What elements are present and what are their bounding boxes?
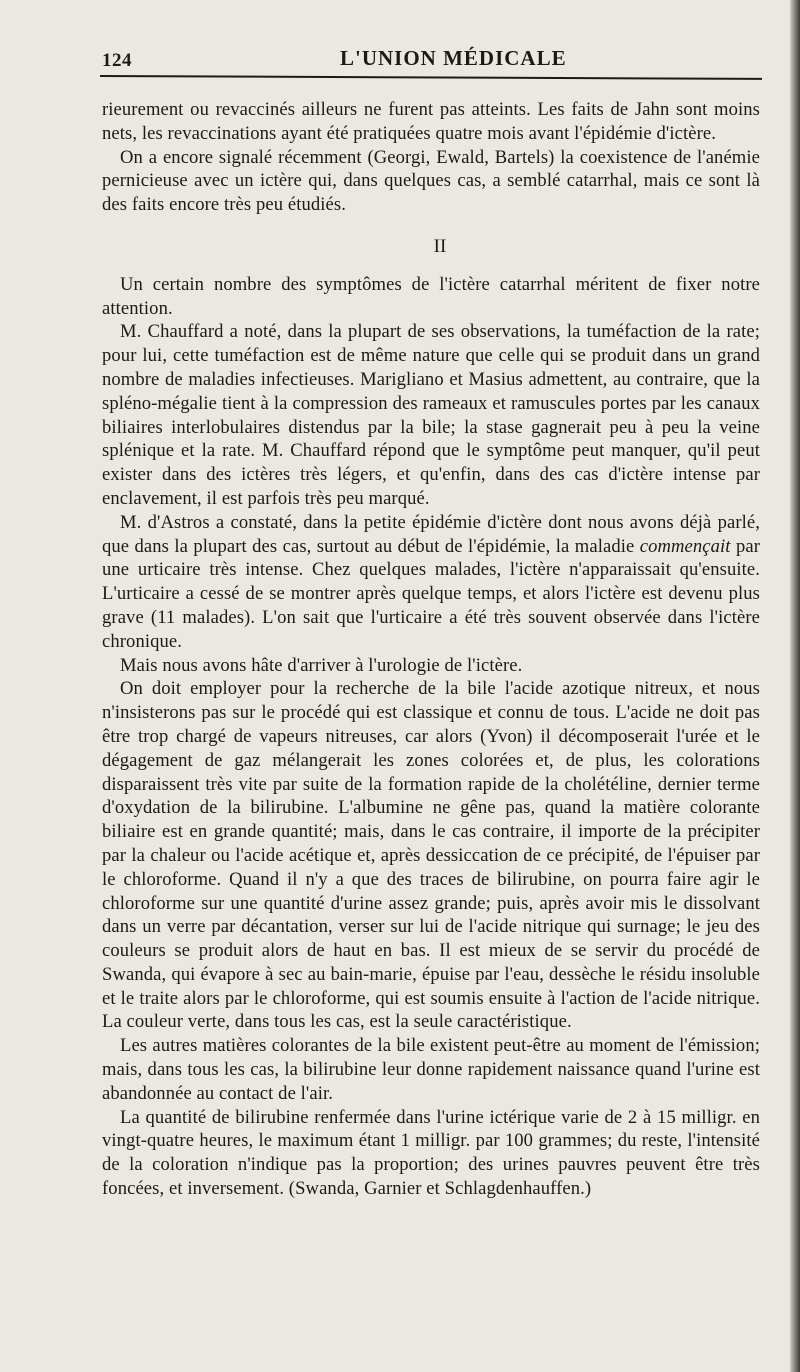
text-run: par une urticaire très intense. Chez quelques malades, l'ictère n'apparaissait qu'ensuite. L'urticaire a cessé de se montrer après quelque temps, et alors l'ictère est devenu plus grave (11 malades). L'on sait que l'urticaire a été très souvent observée dans l'ictère chronique.	[102, 535, 760, 652]
paragraph	[102, 511, 760, 654]
italic-word: commençait	[639, 535, 731, 557]
paragraph: On doit employer pour la recherche de la bile l'acide azotique nitreux, et nous n'insisterons pas sur le procédé qui est classique et connu de tous. L'acide ne doit pas être trop chargé de vapeurs nitreuses, car alors (Yvon) il décomposerait l'urée et le dégagement de gaz mélangerait les zones colorées et, de plus, les colorations disparaissent très vite par suite de la formation rapide de la cholétéline, dernier terme d'oxydation de la bilirubine. L'albumine ne gêne pas, quand la matière colorante biliaire est en grande quantité; mais, dans le cas contraire, il importe de la précipiter par la chaleur ou l'acide acétique et, après dessiccation de ce précipité, de l'épuiser par le chloroforme. Quand il n'y a que des traces de bilirubine, on pourra faire agir le chloroforme sur une quantité d'urine assez grande; puis, après avoir mis le dissolvant dans un verre par décantation, verser sur lui de l'acide nitrique qui surnage; le jeu des couleurs se produit alors de haut en bas. Il est mieux de se servir du procédé de Swanda, qui évapore à sec au bain-marie, épuise par l'eau, dessèche le résidu insoluble et le traite alors par le chloroforme, qui est soumis ensuite à l'action de l'acide nitrique. La couleur verte, dans tous les cas, est la seule caractéristique.	[102, 678, 760, 1033]
book-spine-shadow	[790, 0, 800, 1372]
paragraph: rieurement ou revaccinés ailleurs ne furent pas atteints. Les faits de Jahn sont moins nets, les revaccinations ayant été pratiquées quatre mois avant l'épidémie d'ictère.	[102, 99, 760, 144]
running-title: L'UNION MÉDICALE	[340, 46, 567, 70]
header-rule	[100, 75, 762, 80]
page-number: 124	[102, 50, 132, 71]
paragraph: Mais nous avons hâte d'arriver à l'urologie de l'ictère.	[120, 654, 523, 676]
paragraph: La quantité de bilirubine renfermée dans l'urine ictérique varie de 2 à 15 milligr. en vingt-quatre heures, le maximum étant 1 milligr. par 100 grammes; du reste, l'intensité de la coloration n'indique pas la proportion; des urines pauvres peuvent être très foncées, et inversement. (Swanda, Garnier et Schlagdenhauffen.)	[102, 1106, 760, 1200]
paragraph: Les autres matières colorantes de la bile existent peut-être au moment de l'émission; mais, dans tous les cas, la bilirubine leur donne rapidement naissance quand l'urine est abandonnée au contact de l'air.	[102, 1035, 760, 1104]
section-numeral: II	[433, 235, 447, 257]
paragraph: Un certain nombre des symptômes de l'ictère catarrhal méritent de fixer notre attention.	[102, 273, 760, 319]
paragraph: M. Chauffard a noté, dans la plupart de ses observations, la tuméfaction de la rate; pour lui, cette tuméfaction est de même nature que celle qui se produit dans un grand nombre de maladies infectieuses. Marigliano et Masius admettent, au contraire, que la spléno-mégalie tient à la compression des rameaux et ramuscules portes par les canaux biliaires interlobulaires distendus par la bile; la stase gagnerait peu à peu la veine splénique et la rate. M. Chauffard répond que le symptôme peut manquer, qu'il peut exister dans des ictères très légers, et qu'enfin, dans des cas d'ictère intense par enclavement, il est parfois très peu marqué.	[102, 321, 760, 509]
body-text	[102, 98, 760, 1201]
text-run: M. d'Astros a constaté, dans la petite épidémie d'ictère dont nous avons déjà parlé, que dans la plupart des cas, surtout au début de l'épidémie, la maladie	[102, 511, 760, 557]
paragraph: On a encore signalé récemment (Georgi, Ewald, Bartels) la coexistence de l'anémie pernicieuse avec un ictère qui, dans quelques cas, a semblé catarrhal, mais ce sont là des faits encore très peu étudiés.	[102, 146, 760, 216]
page-header	[100, 44, 760, 74]
